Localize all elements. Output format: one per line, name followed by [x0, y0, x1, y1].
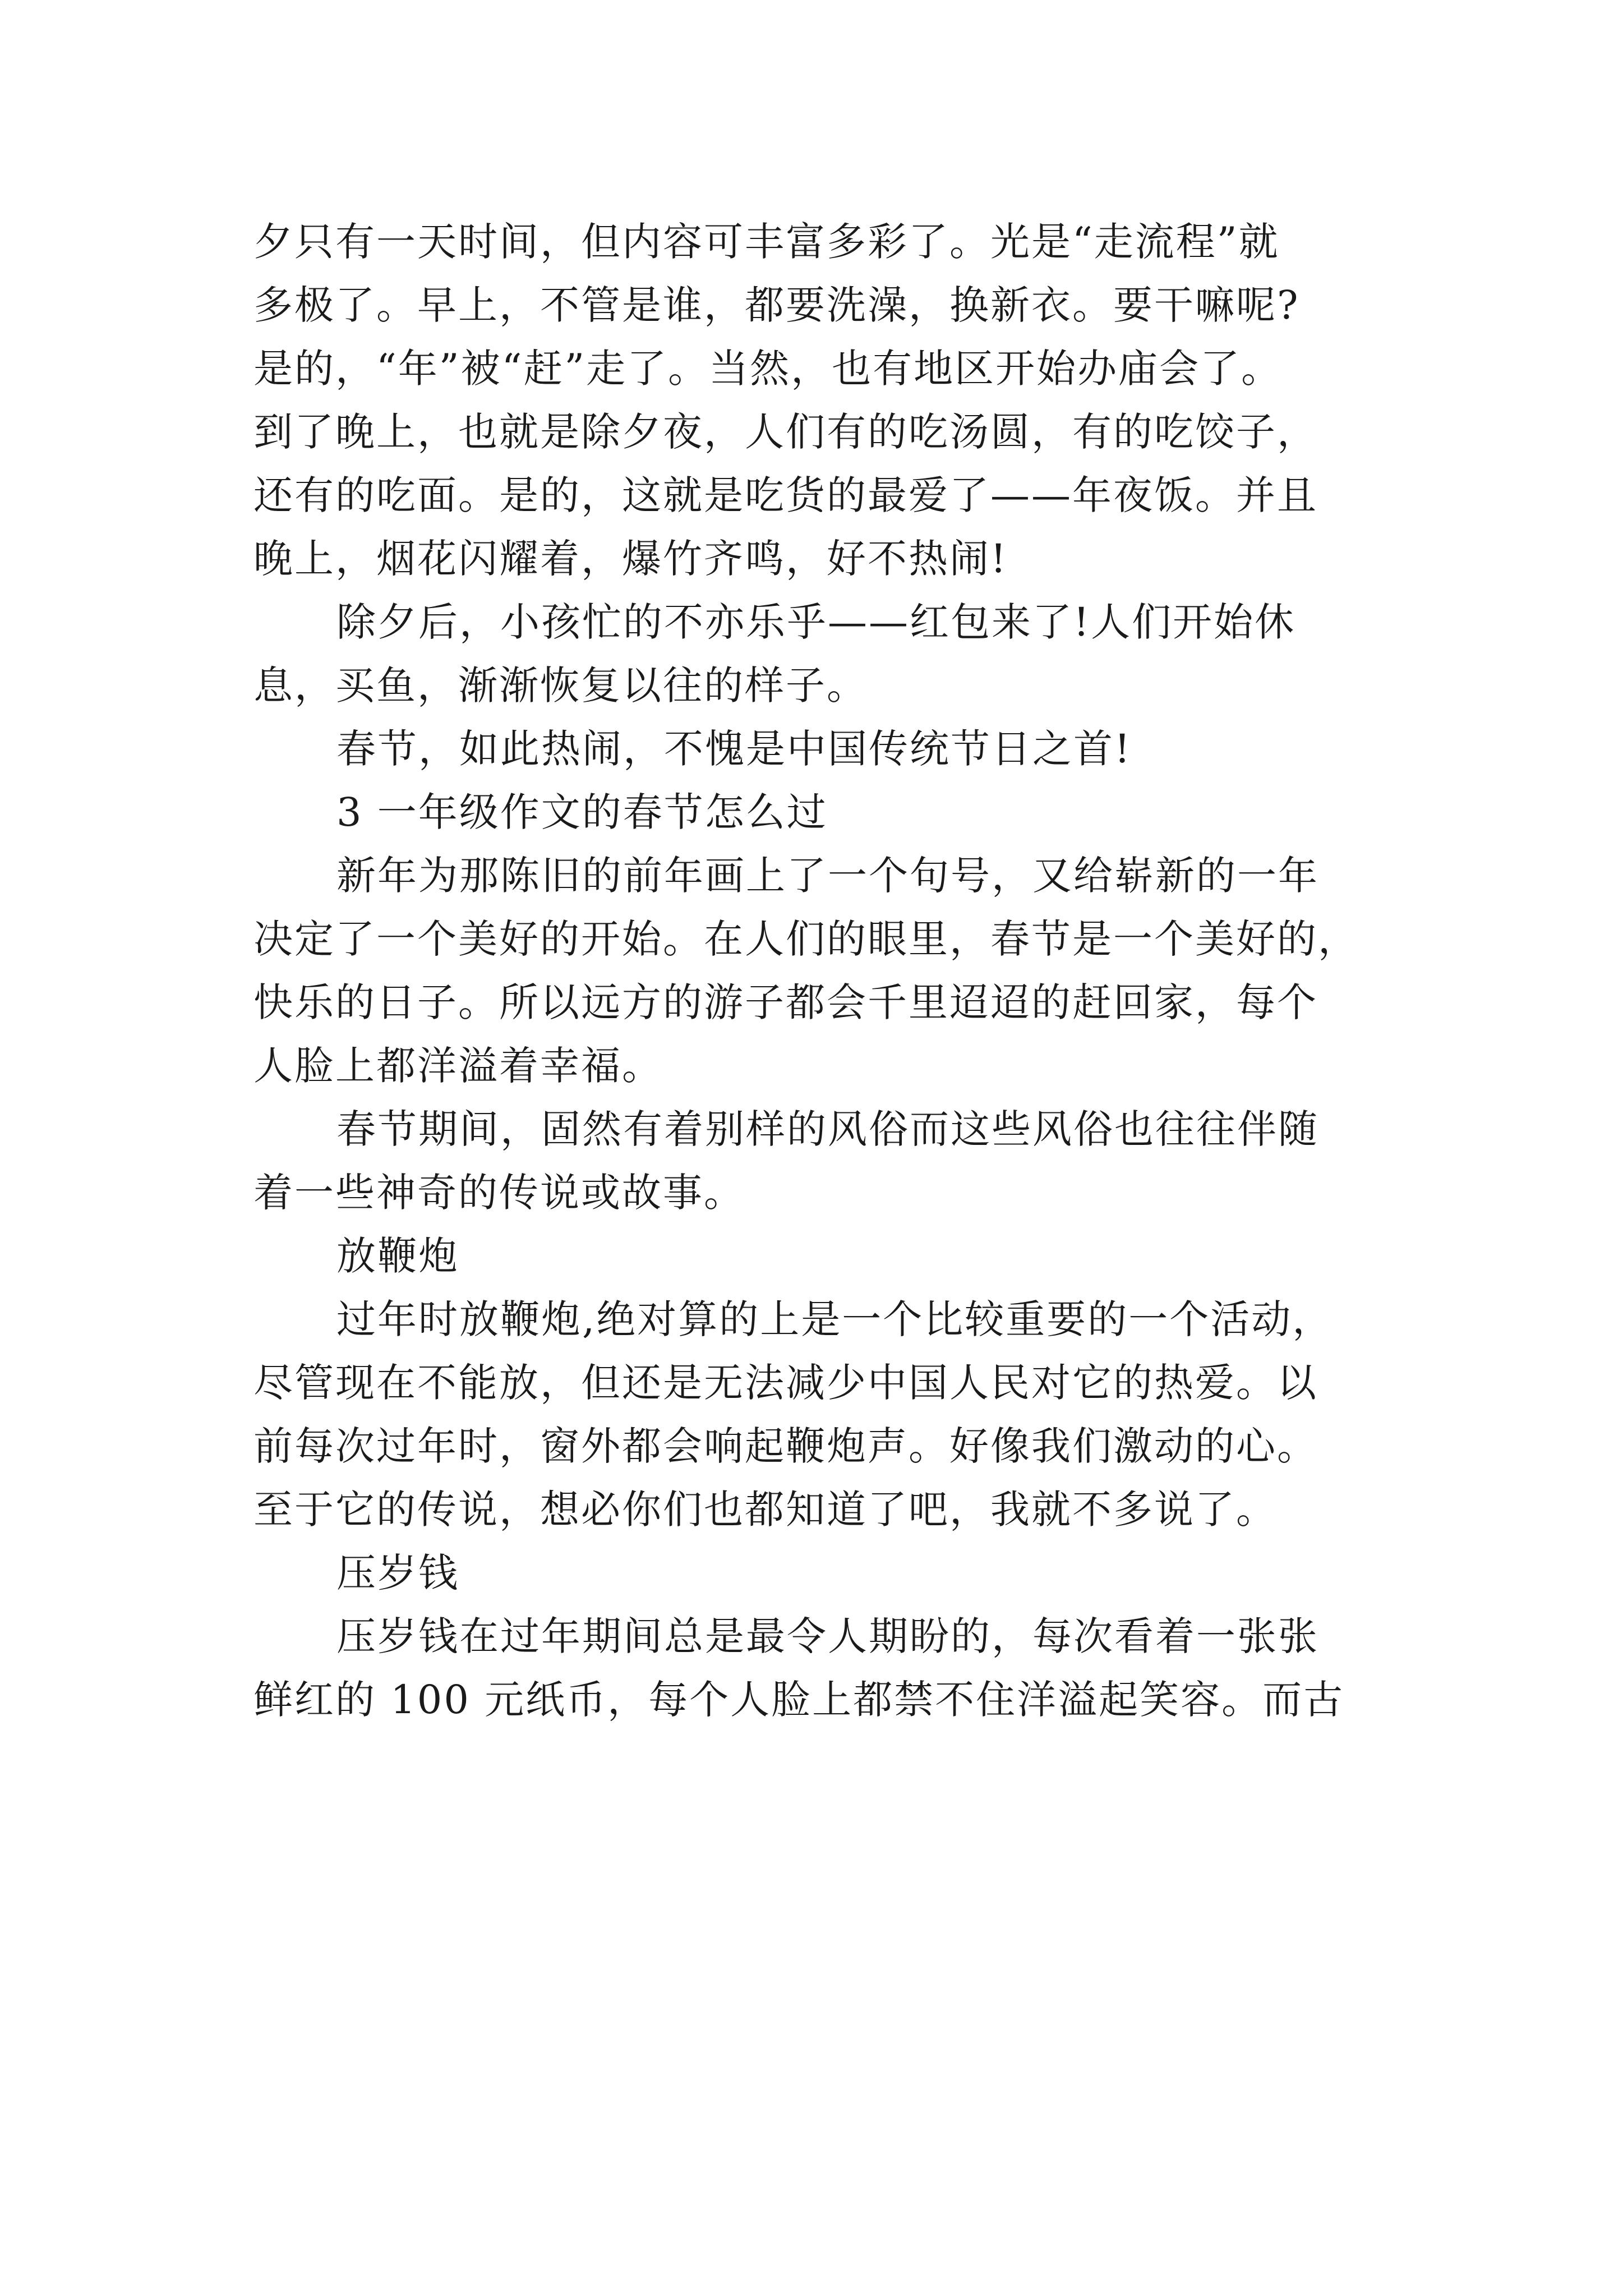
- text-line: 人脸上都洋溢着幸福。: [253, 1043, 663, 1089]
- text-line: 还有的吃面。是的，这就是吃货的最爱了——年夜饭。并且: [253, 472, 1318, 518]
- text-line: 到了晚上，也就是除夕夜，人们有的吃汤圆，有的吃饺子，: [253, 409, 1318, 455]
- paragraph-start-line: 过年时放鞭炮,绝对算的上是一个比较重要的一个活动，: [336, 1296, 1334, 1342]
- paragraph-start-line: 压岁钱在过年期间总是最令人期盼的，每次看着一张张: [336, 1613, 1319, 1659]
- document-body: [253, 210, 1398, 1732]
- text-line: 快乐的日子。所以远方的游子都会千里迢迢的赶回家，每个: [253, 979, 1318, 1025]
- text-line: 尽管现在不能放，但还是无法减少中国人民对它的热爱。以: [253, 1360, 1318, 1406]
- subsection-heading: 压岁钱: [336, 1550, 459, 1596]
- paragraph-start-line: 春节，如此热闹，不愧是中国传统节日之首!: [336, 726, 1132, 772]
- text-line: 是的，“年”被“赶”走了。当然，也有地区开始办庙会了。: [253, 346, 1283, 392]
- section-heading: 3 一年级作文的春节怎么过: [336, 789, 828, 835]
- text-line: 多极了。早上，不管是谁，都要洗澡，换新衣。要干嘛呢?: [253, 282, 1300, 328]
- text-line: 鲜红的 100 元纸币，每个人脸上都禁不住洋溢起笑容。而古: [253, 1677, 1345, 1723]
- text-line: 晚上，烟花闪耀着，爆竹齐鸣，好不热闹!: [253, 536, 1008, 582]
- paragraph-start-line: 春节期间，固然有着别样的风俗而这些风俗也往往伴随: [336, 1106, 1319, 1152]
- text-line: 至于它的传说，想必你们也都知道了吧，我就不多说了。: [253, 1487, 1277, 1533]
- text-line: 前每次过年时，窗外都会响起鞭炮声。好像我们激动的心。: [253, 1423, 1318, 1469]
- text-line: 夕只有一天时间，但内容可丰富多彩了。光是“走流程”就: [253, 219, 1280, 265]
- subsection-heading: 放鞭炮: [336, 1233, 459, 1279]
- paragraph-start-line: 新年为那陈旧的前年画上了一个句号，又给崭新的一年: [336, 853, 1319, 899]
- text-line: 着一些神奇的传说或故事。: [253, 1170, 745, 1216]
- text-line: 决定了一个美好的开始。在人们的眼里，春节是一个美好的，: [253, 916, 1359, 962]
- text-line: 息，买鱼，渐渐恢复以往的样子。: [253, 662, 868, 708]
- paragraph-start-line: 除夕后，小孩忙的不亦乐乎——红包来了!人们开始休: [336, 599, 1296, 645]
